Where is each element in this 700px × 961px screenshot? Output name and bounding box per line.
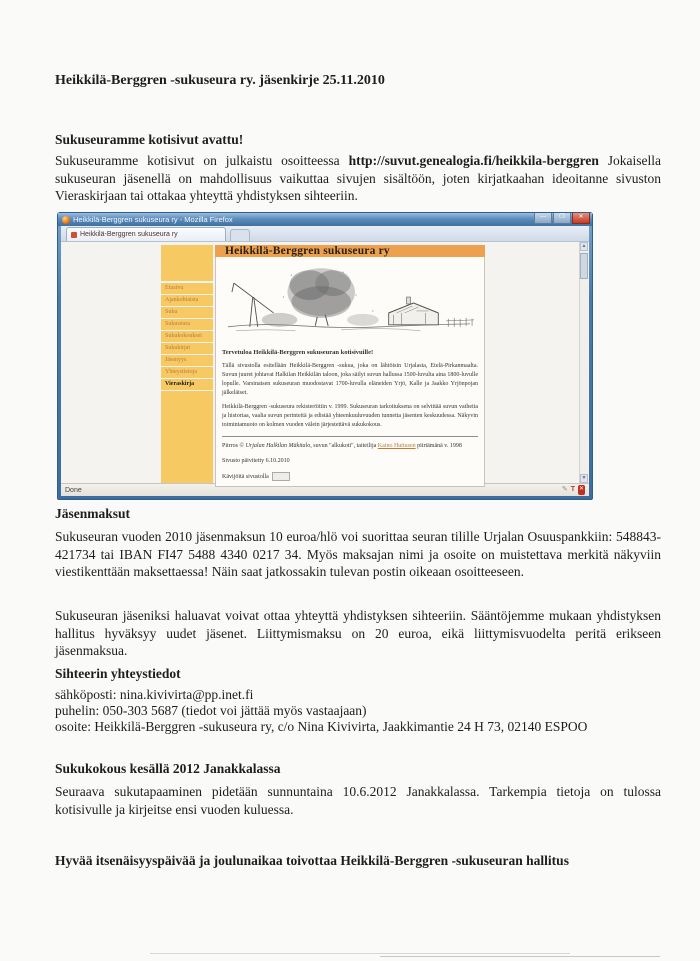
site-updated-line: Sivusto päivitetty 6.10.2010	[222, 458, 290, 464]
browser-titlebar[interactable]	[58, 213, 592, 226]
homepage-url: http://suvut.genealogia.fi/heikkila-berggren	[348, 153, 599, 168]
site-main-column	[215, 245, 485, 483]
status-text: Done	[65, 486, 82, 494]
sidebar-item-6[interactable]: Sukukirjat	[161, 343, 213, 354]
visitor-counter-label: Kävijöitä sivustolla	[222, 473, 269, 480]
fees-section-heading: Jäsenmaksut	[55, 506, 131, 521]
homepage-paragraph	[55, 152, 661, 205]
welcome-heading: Tervetuloa Heikkilä-Berggren sukuseuran kotisivuille!	[222, 349, 374, 356]
browser-window	[57, 212, 593, 500]
site-favicon-icon	[71, 232, 77, 238]
letter-title: Heikkilä-Berggren -sukuseura ry. jäsenkirje 25.11.2010	[55, 73, 385, 88]
minimize-button[interactable]: —	[534, 213, 552, 224]
pencil-icon[interactable]: ✎	[561, 486, 568, 493]
close-button[interactable]: ✕	[572, 213, 590, 224]
scroll-up-button[interactable]: ▲	[581, 243, 587, 249]
sidebar-item-9-active[interactable]: Vieraskirja	[161, 379, 213, 390]
scan-edge-line	[150, 953, 570, 954]
window-title: Heikkilä-Berggren sukuseura ry - Mozilla Firefox	[73, 215, 233, 224]
sidebar-item-1[interactable]: Etusivu	[161, 283, 213, 294]
adblock-icon[interactable]: ✕	[578, 485, 585, 495]
drawing-credit-line	[222, 442, 478, 451]
tab-bar	[61, 226, 589, 242]
site-title: Heikkilä-Berggren sukuseura ry	[225, 245, 390, 257]
closing-line: Hyvää itsenäisyyspäivää ja joulunaikaa toivottaa Heikkilä-Berggren -sukuseuran hallitus	[55, 853, 569, 868]
site-content	[215, 257, 485, 487]
sidebar-top-block	[161, 245, 213, 281]
maximize-button[interactable]: ❐	[553, 213, 571, 224]
contact-email-line: sähköposti: nina.kivivirta@pp.inet.fi	[55, 687, 254, 702]
credit-mid: , suvun "alkukoti", taiteilija	[310, 443, 378, 449]
scan-edge-line-2	[380, 956, 660, 957]
vertical-scrollbar[interactable]	[579, 242, 588, 483]
homepage-section-heading: Sukuseuramme kotisivut avattu!	[55, 132, 244, 147]
site-header	[215, 245, 485, 257]
homepage-paragraph-pre: Sukuseuramme kotisivut on julkaistu osoitteessa	[55, 153, 349, 168]
scroll-thumb[interactable]	[580, 253, 588, 279]
sidebar-fill	[161, 391, 213, 483]
credit-pre: Piirros ©	[222, 443, 246, 449]
new-tab-button[interactable]	[230, 229, 250, 241]
sidebar-item-7[interactable]: Jäsenyys	[161, 355, 213, 366]
sidebar-item-4[interactable]: Sukuseura	[161, 319, 213, 330]
site-sidebar	[161, 245, 213, 483]
sidebar-item-2[interactable]: Ajankohtaista	[161, 295, 213, 306]
firefox-icon	[62, 216, 70, 224]
page-tab[interactable]	[66, 227, 226, 241]
browser-viewport	[61, 242, 589, 483]
website	[161, 245, 485, 483]
homepage-paragraph-post: Jokaisella sukuseuran jäsenellä on mahdollisuus vaikuttaa sivujen sisältöön, joten kirjatkaahan ideoitanne sivuston Vieraskirjaan tai ottakaa yhteyttä yhdistyksen sihteeriin.	[55, 153, 661, 203]
sidebar-item-8[interactable]: Yhteystietoja	[161, 367, 213, 378]
meeting-section-heading: Sukukokous kesällä 2012 Janakkalassa	[55, 761, 281, 776]
site-paragraph-1: Tällä sivustolla esitellään Heikkilä-Berggren -sukua, joka on lähtöisin Urjalasta, Etelä-Pirkanmaalta. Suvun juuret johtavat Halkilan Heikkilän taloon, joka säilyi suvun hallussa 1500-luvulta aina 1800-luvulle lopulle. Varsinaisen sukuseuran muodostavat 1700-luvulla eläneiden Yrjö, Kalle ja Jaakko Yrjönpojan jälkeläiset.	[222, 363, 478, 396]
contact-address-line: osoite: Heikkilä-Berggren -sukuseura ry, c/o Nina Kivivirta, Jaakkimantie 24 H 73, 02140 ESPOO	[55, 719, 588, 734]
visitor-counter-line	[222, 472, 478, 482]
statusbar-icons	[562, 485, 585, 495]
content-divider	[222, 436, 478, 437]
sidebar-item-5[interactable]: Sukukokoukset	[161, 331, 213, 342]
contact-phone-line: puhelin: 050-303 5687 (tiedot voi jättää myös vastaajaan)	[55, 703, 367, 718]
site-paragraph-2: Heikkilä-Berggren -sukuseura rekisteröitiin v. 1999. Sukuseuran tarkoituksena on selvittää suvun vaiheita ja historiaa, vaalia suvun perinteitä ja edistää yhteenkuuluvuuden tunnetta jäsenten keskuudessa. Näkyvin toimintamuoto on kolmen vuoden välein järjestettävä sukukokous.	[222, 404, 478, 428]
tab-title: Heikkilä-Berggren sukuseura ry	[80, 231, 178, 238]
contact-section-heading: Sihteerin yhteystiedot	[55, 666, 181, 681]
fees-paragraph-2: Sukuseuran jäseniksi haluavat voivat ottaa yhteyttä yhdistyksen sihteeriin. Sääntöjemme mukaan yhdistyksen hallitus hyväksyy uudet jäsenet. Liittymismaksu on 20 euroa, eikä liittymisvuodelta peritä erikseen jäsenmaksua.	[55, 608, 661, 658]
visitor-counter-box	[272, 472, 290, 481]
sidebar-item-3[interactable]: Suku	[161, 307, 213, 318]
scroll-down-button[interactable]: ▼	[581, 475, 587, 481]
tidy-icon[interactable]: T	[570, 486, 575, 493]
fees-paragraph-1: Sukuseuran vuoden 2010 jäsenmaksun 10 euroa/hlö voi suorittaa seuran tilille Urjalan Osuuspankkiin: 548843-421734 tai IBAN FI47 5488 4340 0217 34. Myös maksajan nimi ja osoite on muistettava merkitä näkyviin viestikenttään maksettaessa! Näin saat jatkossakin tulevan postin oikeaan osoitteeseen.	[55, 529, 661, 579]
contact-details	[55, 687, 661, 735]
meeting-paragraph: Seuraava sukutapaaminen pidetään sunnuntaina 10.6.2012 Janakkalassa. Tarkempia tietoja on tulossa kotisivulle ja kirjeitse ensi vuoden kuluessa.	[55, 784, 661, 817]
window-controls	[534, 213, 590, 224]
farm-drawing	[222, 261, 478, 345]
artist-link[interactable]: Kaino Huttusen	[377, 443, 416, 449]
credit-place: Urjalan Halkilan Mäkitalo	[245, 443, 311, 449]
credit-post: piirtämänä v. 1998	[415, 443, 462, 449]
